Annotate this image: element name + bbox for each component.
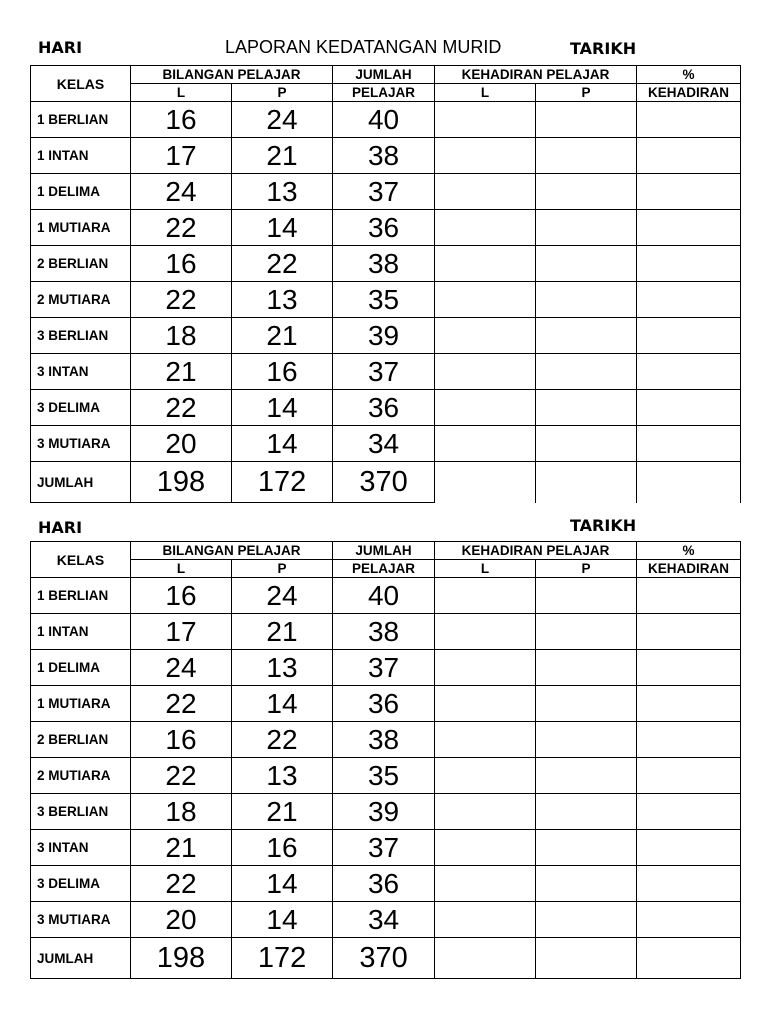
col-header-bilangan: BILANGAN PELAJAR — [131, 66, 333, 84]
attendance-l-cell[interactable] — [435, 614, 536, 650]
count-l: 17 — [131, 614, 232, 650]
count-total: 35 — [333, 758, 435, 794]
class-name: 1 INTAN — [31, 614, 131, 650]
count-p: 13 — [232, 282, 333, 318]
table-row — [31, 138, 741, 174]
attendance-pct-cell[interactable] — [637, 210, 741, 246]
class-name: 2 BERLIAN — [31, 722, 131, 758]
attendance-l-cell[interactable] — [435, 426, 536, 462]
count-l: 18 — [131, 318, 232, 354]
total-label: JUMLAH — [31, 462, 131, 503]
count-p: 22 — [232, 722, 333, 758]
count-total: 38 — [333, 246, 435, 282]
attendance-l-cell[interactable] — [435, 830, 536, 866]
table-row — [31, 902, 741, 938]
count-l: 22 — [131, 390, 232, 426]
table-row — [31, 102, 741, 138]
attendance-l-cell[interactable] — [435, 722, 536, 758]
count-p: 16 — [232, 830, 333, 866]
total-l: 198 — [131, 462, 232, 503]
table-body — [31, 102, 741, 503]
attendance-pct-cell[interactable] — [637, 174, 741, 210]
attendance-p-cell[interactable] — [536, 794, 637, 830]
attendance-p-cell[interactable] — [536, 282, 637, 318]
col-header-l: L — [131, 560, 232, 578]
count-total: 36 — [333, 686, 435, 722]
attendance-l-cell[interactable] — [435, 210, 536, 246]
col-header-kehadiran: KEHADIRAN PELAJAR — [435, 66, 637, 84]
attendance-pct-cell[interactable] — [637, 866, 741, 902]
count-l: 16 — [131, 578, 232, 614]
count-p: 14 — [232, 686, 333, 722]
report-title: LAPORAN KEDATANGAN MURID — [225, 37, 502, 57]
table-row — [31, 614, 741, 650]
attendance-l-cell[interactable] — [435, 866, 536, 902]
attendance-pct-cell[interactable] — [637, 722, 741, 758]
attendance-l-cell[interactable] — [435, 686, 536, 722]
table-row — [31, 354, 741, 390]
attendance-l-cell[interactable] — [435, 462, 536, 503]
count-p: 13 — [232, 758, 333, 794]
count-l: 22 — [131, 210, 232, 246]
total-jumlah: 370 — [333, 462, 435, 503]
count-p: 14 — [232, 210, 333, 246]
class-name: 1 INTAN — [31, 138, 131, 174]
table-row — [31, 390, 741, 426]
count-p: 21 — [232, 318, 333, 354]
class-name: 3 MUTIARA — [31, 902, 131, 938]
count-l: 17 — [131, 138, 232, 174]
attendance-p-cell[interactable] — [536, 830, 637, 866]
attendance-p-cell[interactable] — [536, 354, 637, 390]
attendance-l-cell[interactable] — [435, 758, 536, 794]
col-header-kehadiran: KEHADIRAN PELAJAR — [435, 542, 637, 560]
table-row — [31, 282, 741, 318]
table-row — [31, 686, 741, 722]
class-name: 3 INTAN — [31, 354, 131, 390]
count-p: 21 — [232, 138, 333, 174]
count-p: 21 — [232, 794, 333, 830]
table-header — [31, 542, 741, 578]
class-name: 3 DELIMA — [31, 866, 131, 902]
count-l: 20 — [131, 426, 232, 462]
count-total: 36 — [333, 866, 435, 902]
tarikh-label: TARIKH — [570, 39, 637, 58]
count-total: 35 — [333, 282, 435, 318]
count-l: 22 — [131, 686, 232, 722]
attendance-p-cell[interactable] — [536, 174, 637, 210]
attendance-pct-cell[interactable] — [637, 650, 741, 686]
col-header-kehadiran-p: P — [536, 84, 637, 102]
attendance-pct-cell[interactable] — [637, 102, 741, 138]
attendance-pct-cell[interactable] — [637, 902, 741, 938]
attendance-pct-cell[interactable] — [637, 138, 741, 174]
hari-label: HARI — [38, 38, 83, 57]
attendance-l-cell[interactable] — [435, 102, 536, 138]
attendance-p-cell[interactable] — [536, 102, 637, 138]
class-name: 1 MUTIARA — [31, 210, 131, 246]
attendance-pct-cell[interactable] — [637, 794, 741, 830]
count-p: 22 — [232, 246, 333, 282]
count-p: 24 — [232, 102, 333, 138]
count-l: 20 — [131, 902, 232, 938]
attendance-p-cell[interactable] — [536, 902, 637, 938]
count-total: 40 — [333, 578, 435, 614]
attendance-pct-cell[interactable] — [637, 578, 741, 614]
table-row — [31, 866, 741, 902]
col-header-pelajar: PELAJAR — [333, 560, 435, 578]
col-header-pelajar: PELAJAR — [333, 84, 435, 102]
class-name: 2 MUTIARA — [31, 758, 131, 794]
count-p: 24 — [232, 578, 333, 614]
table-row — [31, 830, 741, 866]
count-total: 34 — [333, 426, 435, 462]
class-name: 1 BERLIAN — [31, 102, 131, 138]
class-name: 2 MUTIARA — [31, 282, 131, 318]
total-row — [31, 462, 741, 503]
col-header-kehadiran-l: L — [435, 560, 536, 578]
count-p: 16 — [232, 354, 333, 390]
count-total: 39 — [333, 318, 435, 354]
count-l: 16 — [131, 102, 232, 138]
sheet-2-header — [0, 516, 768, 542]
attendance-p-cell[interactable] — [536, 866, 637, 902]
table-row — [31, 758, 741, 794]
attendance-p-cell[interactable] — [536, 318, 637, 354]
attendance-pct-cell[interactable] — [637, 830, 741, 866]
count-total: 39 — [333, 794, 435, 830]
count-p: 14 — [232, 390, 333, 426]
attendance-pct-cell[interactable] — [637, 758, 741, 794]
attendance-pct-cell[interactable] — [637, 938, 741, 979]
col-header-percent: % — [637, 542, 741, 560]
count-l: 16 — [131, 246, 232, 282]
total-l: 198 — [131, 938, 232, 979]
attendance-l-cell[interactable] — [435, 138, 536, 174]
class-name: 1 BERLIAN — [31, 578, 131, 614]
attendance-pct-cell[interactable] — [637, 318, 741, 354]
count-l: 16 — [131, 722, 232, 758]
class-name: 1 DELIMA — [31, 174, 131, 210]
col-header-l: L — [131, 84, 232, 102]
col-header-kehadiran-pct: KEHADIRAN — [637, 84, 741, 102]
attendance-pct-cell[interactable] — [637, 686, 741, 722]
total-label: JUMLAH — [31, 938, 131, 979]
attendance-p-cell[interactable] — [536, 426, 637, 462]
col-header-kehadiran-p: P — [536, 560, 637, 578]
table-row — [31, 246, 741, 282]
count-l: 22 — [131, 758, 232, 794]
class-name: 1 MUTIARA — [31, 686, 131, 722]
col-header-kelas: KELAS — [31, 542, 131, 578]
class-name: 3 DELIMA — [31, 390, 131, 426]
attendance-pct-cell[interactable] — [637, 462, 741, 503]
col-header-kehadiran-l: L — [435, 84, 536, 102]
col-header-bilangan: BILANGAN PELAJAR — [131, 542, 333, 560]
attendance-p-cell[interactable] — [536, 650, 637, 686]
col-header-p: P — [232, 84, 333, 102]
total-p: 172 — [232, 938, 333, 979]
attendance-l-cell[interactable] — [435, 282, 536, 318]
attendance-pct-cell[interactable] — [637, 390, 741, 426]
count-l: 22 — [131, 282, 232, 318]
table-row — [31, 426, 741, 462]
attendance-pct-cell[interactable] — [637, 282, 741, 318]
count-total: 38 — [333, 722, 435, 758]
col-header-percent: % — [637, 66, 741, 84]
attendance-l-cell[interactable] — [435, 174, 536, 210]
count-p: 14 — [232, 902, 333, 938]
attendance-p-cell[interactable] — [536, 938, 637, 979]
count-total: 37 — [333, 830, 435, 866]
class-name: 3 INTAN — [31, 830, 131, 866]
table-row — [31, 210, 741, 246]
count-total: 36 — [333, 210, 435, 246]
attendance-p-cell[interactable] — [536, 722, 637, 758]
attendance-pct-cell[interactable] — [637, 354, 741, 390]
total-row — [31, 938, 741, 979]
attendance-table-1 — [30, 65, 741, 503]
total-p: 172 — [232, 462, 333, 503]
col-header-kelas: KELAS — [31, 66, 131, 102]
attendance-l-cell[interactable] — [435, 246, 536, 282]
attendance-l-cell[interactable] — [435, 318, 536, 354]
attendance-pct-cell[interactable] — [637, 246, 741, 282]
count-l: 18 — [131, 794, 232, 830]
attendance-pct-cell[interactable] — [637, 426, 741, 462]
count-l: 24 — [131, 650, 232, 686]
attendance-p-cell[interactable] — [536, 614, 637, 650]
attendance-p-cell[interactable] — [536, 578, 637, 614]
class-name: 2 BERLIAN — [31, 246, 131, 282]
count-l: 21 — [131, 830, 232, 866]
sheet-1-header — [0, 38, 768, 64]
table-row — [31, 650, 741, 686]
col-header-jumlah: JUMLAH — [333, 66, 435, 84]
col-header-jumlah: JUMLAH — [333, 542, 435, 560]
count-p: 13 — [232, 174, 333, 210]
attendance-p-cell[interactable] — [536, 138, 637, 174]
table-row — [31, 174, 741, 210]
table-body — [31, 578, 741, 979]
class-name: 1 DELIMA — [31, 650, 131, 686]
attendance-l-cell[interactable] — [435, 390, 536, 426]
attendance-l-cell[interactable] — [435, 938, 536, 979]
class-name: 3 MUTIARA — [31, 426, 131, 462]
table-header — [31, 66, 741, 102]
count-total: 40 — [333, 102, 435, 138]
total-jumlah: 370 — [333, 938, 435, 979]
table-row — [31, 722, 741, 758]
count-total: 37 — [333, 174, 435, 210]
attendance-p-cell[interactable] — [536, 758, 637, 794]
count-total: 38 — [333, 614, 435, 650]
attendance-p-cell[interactable] — [536, 210, 637, 246]
attendance-p-cell[interactable] — [536, 686, 637, 722]
count-total: 38 — [333, 138, 435, 174]
count-p: 14 — [232, 866, 333, 902]
count-l: 22 — [131, 866, 232, 902]
count-p: 14 — [232, 426, 333, 462]
attendance-l-cell[interactable] — [435, 650, 536, 686]
hari-label: HARI — [38, 518, 83, 537]
count-total: 34 — [333, 902, 435, 938]
table-row — [31, 794, 741, 830]
table-row — [31, 578, 741, 614]
class-name: 3 BERLIAN — [31, 794, 131, 830]
class-name: 3 BERLIAN — [31, 318, 131, 354]
attendance-table-2 — [30, 541, 741, 979]
attendance-l-cell[interactable] — [435, 354, 536, 390]
count-p: 13 — [232, 650, 333, 686]
col-header-p: P — [232, 560, 333, 578]
col-header-kehadiran-pct: KEHADIRAN — [637, 560, 741, 578]
attendance-l-cell[interactable] — [435, 578, 536, 614]
count-total: 36 — [333, 390, 435, 426]
attendance-p-cell[interactable] — [536, 246, 637, 282]
attendance-pct-cell[interactable] — [637, 614, 741, 650]
count-total: 37 — [333, 354, 435, 390]
count-total: 37 — [333, 650, 435, 686]
count-l: 21 — [131, 354, 232, 390]
table-row — [31, 318, 741, 354]
count-l: 24 — [131, 174, 232, 210]
count-p: 21 — [232, 614, 333, 650]
attendance-p-cell[interactable] — [536, 390, 637, 426]
attendance-l-cell[interactable] — [435, 794, 536, 830]
attendance-l-cell[interactable] — [435, 902, 536, 938]
tarikh-label: TARIKH — [570, 516, 637, 535]
attendance-p-cell[interactable] — [536, 462, 637, 503]
